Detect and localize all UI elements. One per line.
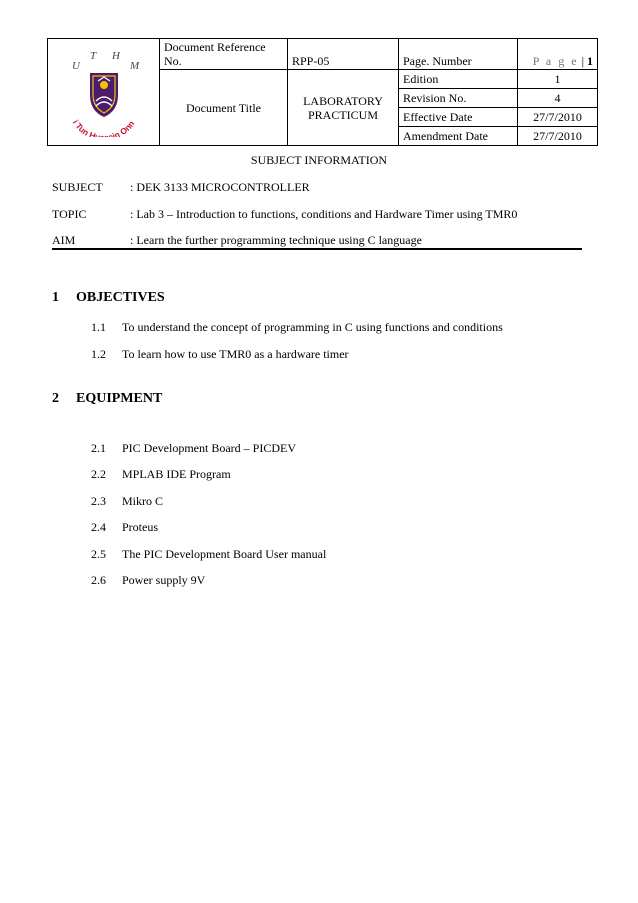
info-value: : DEK 3133 MICROCONTROLLER bbox=[130, 180, 310, 194]
doc-title-line2: PRACTICUM bbox=[307, 107, 378, 122]
logo-arc-text: i Tun Hu ein Onn bbox=[70, 117, 136, 137]
item-text: Mikro C bbox=[122, 494, 164, 508]
item-number: 2.2 bbox=[91, 467, 106, 481]
item-text: To learn how to use TMR0 as a hardware timer bbox=[122, 347, 349, 361]
section-number: 1 bbox=[52, 290, 59, 305]
info-value: : Lab 3 – Introduction to functions, conditions and Hardware Timer using TMR0 bbox=[130, 207, 518, 221]
section-title: OBJECTIVES bbox=[76, 290, 165, 305]
item-number: 2.1 bbox=[91, 441, 106, 455]
page-number-cell bbox=[518, 39, 598, 70]
item-number: 1.1 bbox=[91, 320, 106, 334]
info-label: AIM bbox=[52, 233, 76, 247]
item-text: The PIC Development Board User manual bbox=[122, 547, 327, 561]
page-number-label: Page. Number bbox=[399, 39, 518, 70]
doc-title-label: Document Title bbox=[160, 70, 288, 146]
page-number-value: 1 bbox=[587, 54, 593, 68]
amendment-date-label: Amendment Date bbox=[399, 127, 518, 146]
document-header-table bbox=[47, 38, 598, 146]
item-number: 2.3 bbox=[91, 494, 106, 508]
crest-icon bbox=[90, 73, 118, 117]
item-text: MPLAB IDE Program bbox=[122, 467, 231, 481]
item-text: PIC Development Board – PICDEV bbox=[122, 441, 296, 455]
page-word: P a g e bbox=[532, 54, 579, 68]
item-text: Power supply 9V bbox=[122, 573, 206, 587]
subject-info-divider bbox=[52, 248, 582, 250]
info-label: SUBJECT bbox=[52, 180, 103, 194]
edition-label: Edition bbox=[399, 70, 518, 89]
edition-value: 1 bbox=[518, 70, 598, 89]
revision-value: 4 bbox=[518, 89, 598, 108]
item-number: 2.5 bbox=[91, 547, 106, 561]
logo-letter-m: M bbox=[129, 59, 139, 72]
logo-letter-u: U bbox=[71, 59, 80, 72]
revision-label: Revision No. bbox=[399, 89, 518, 108]
doc-title-line1: LABORATORY bbox=[303, 93, 383, 108]
university-logo-cell bbox=[48, 39, 160, 146]
logo-letter-t: T bbox=[89, 49, 96, 62]
item-number: 2.4 bbox=[91, 520, 106, 534]
doc-title-value bbox=[288, 70, 399, 146]
amendment-date-value: 27/7/2010 bbox=[518, 127, 598, 146]
info-label: TOPIC bbox=[52, 207, 87, 221]
effective-date-label: Effective Date bbox=[399, 108, 518, 127]
subject-info-title: SUBJECT INFORMATION bbox=[250, 153, 388, 167]
effective-date-value: 27/7/2010 bbox=[518, 108, 598, 127]
doc-ref-value: RPP-05 bbox=[288, 39, 399, 70]
section-number: 2 bbox=[52, 391, 59, 406]
info-value: : Learn the further programming technique using C language bbox=[130, 233, 422, 247]
item-number: 1.2 bbox=[91, 347, 106, 361]
university-logo bbox=[52, 45, 156, 137]
item-text: To understand the concept of programming in C using functions and conditions bbox=[122, 320, 503, 334]
item-text: Proteus bbox=[122, 520, 158, 534]
item-number: 2.6 bbox=[91, 573, 106, 587]
doc-ref-label: Document Reference No. bbox=[160, 39, 288, 70]
page-separator: | bbox=[581, 54, 584, 68]
section-title: EQUIPMENT bbox=[76, 391, 163, 406]
logo-letter-h: H bbox=[111, 49, 120, 62]
